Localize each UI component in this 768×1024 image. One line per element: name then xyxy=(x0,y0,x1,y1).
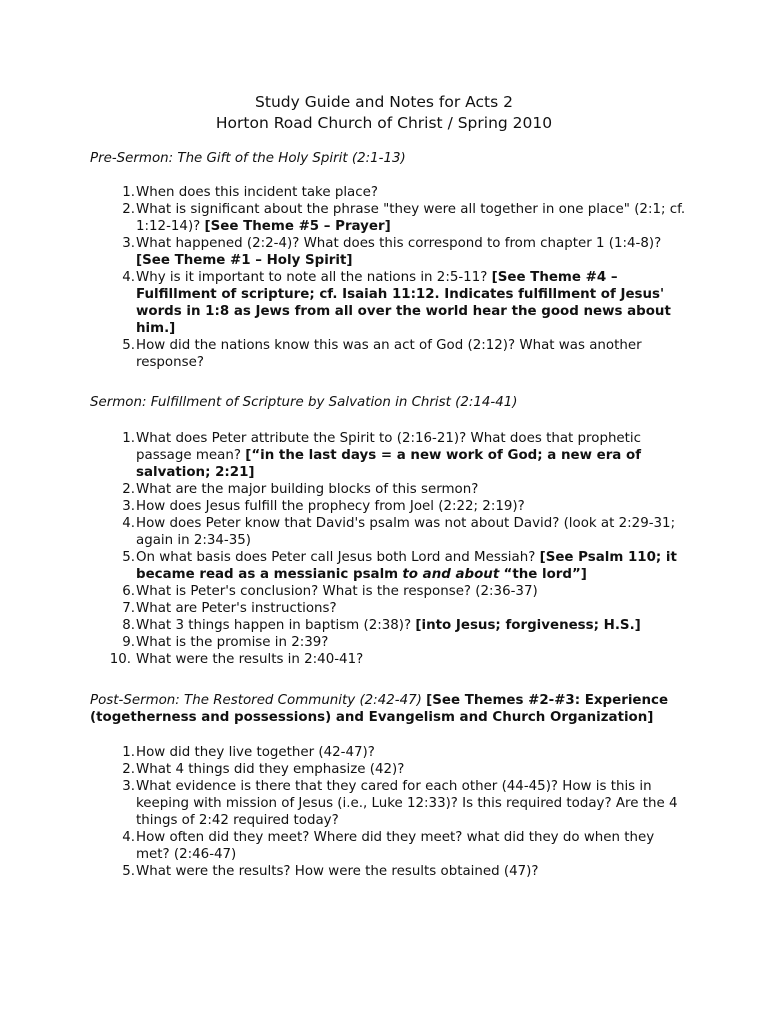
post-sermon-heading: Post-Sermon: The Restored Community (2:42-47) [See Themes #2-#3: Experience (togetherness and possessions) and Evangelism and Church Organization] xyxy=(90,693,669,725)
list-item: 9. What is the promise in 2:39? xyxy=(122,635,329,650)
document-title: Study Guide and Notes for Acts 2 xyxy=(255,93,513,111)
sermon-list xyxy=(90,430,690,668)
list-item: 5. What were the results? How were the results obtained (47)? xyxy=(122,864,539,879)
pre-sermon-list xyxy=(90,184,690,371)
list-item: 3. What happened (2:2-4)? What does this correspond to from chapter 1 (1:4-8)? [See Theme #1 – Holy Spirit] xyxy=(122,236,662,268)
list-item: 2. What is significant about the phrase "they were all together in one place" (2:1; cf. 1:12-14)? [See Theme #5 – Prayer] xyxy=(122,202,686,234)
list-item: 1. When does this incident take place? xyxy=(122,185,378,200)
list-item: 8. What 3 things happen in baptism (2:38)? [into Jesus; forgiveness; H.S.] xyxy=(122,618,641,633)
list-item: 4. How often did they meet? Where did they meet? what did they do when they met? (2:46-47) xyxy=(122,830,655,862)
list-item: 6. What is Peter's conclusion? What is the response? (2:36-37) xyxy=(122,584,538,599)
sermon-heading: Sermon: Fulfillment of Scripture by Salvation in Christ (2:14-41) xyxy=(90,395,518,410)
document-subtitle: Horton Road Church of Christ / Spring 2010 xyxy=(215,114,553,132)
pre-sermon-heading: Pre-Sermon: The Gift of the Holy Spirit (2:1-13) xyxy=(90,151,406,166)
list-item: 4. Why is it important to note all the nations in 2:5-11? [See Theme #4 – Fulfillment of scripture; cf. Isaiah 11:12. Indicates fulfillment of Jesus' words in 1:8 as Jews from all over the world hear the good news about him.] xyxy=(122,270,671,336)
post-sermon-theme-note: [See Themes #2-#3: Experience (togetherness and possessions) and Evangelism and Church Organization] xyxy=(90,693,669,725)
list-item: 10. What were the results in 2:40-41? xyxy=(109,652,364,667)
list-item: 3. What evidence is there that they cared for each other (44-45)? How is this in keeping with mission of Jesus (i.e., Luke 12:33)? Is this required today? Are the 4 things of 2:42 required today? xyxy=(122,779,678,828)
list-item: 1. How did they live together (42-47)? xyxy=(122,745,375,760)
list-item: 2. What 4 things did they emphasize (42)? xyxy=(122,762,405,777)
list-item: 5. How did the nations know this was an act of God (2:12)? What was another response? xyxy=(122,338,642,370)
list-item: 2. What are the major building blocks of this sermon? xyxy=(122,482,479,497)
list-item: 7. What are Peter's instructions? xyxy=(122,601,337,616)
list-item: 4. How does Peter know that David's psalm was not about David? (look at 2:29-31; again in 2:34-35) xyxy=(122,516,676,548)
post-sermon-list xyxy=(90,744,690,880)
list-item: 5. On what basis does Peter call Jesus both Lord and Messiah? [See Psalm 110; it became read as a messianic psalm to and about “the lord”] xyxy=(122,550,677,582)
list-item: 1. What does Peter attribute the Spirit to (2:16-21)? What does that prophetic passage mean? [“in the last days = a new work of God; a new era of salvation; 2:21] xyxy=(122,431,642,480)
list-item: 3. How does Jesus fulfill the prophecy from Joel (2:22; 2:19)? xyxy=(122,499,525,514)
